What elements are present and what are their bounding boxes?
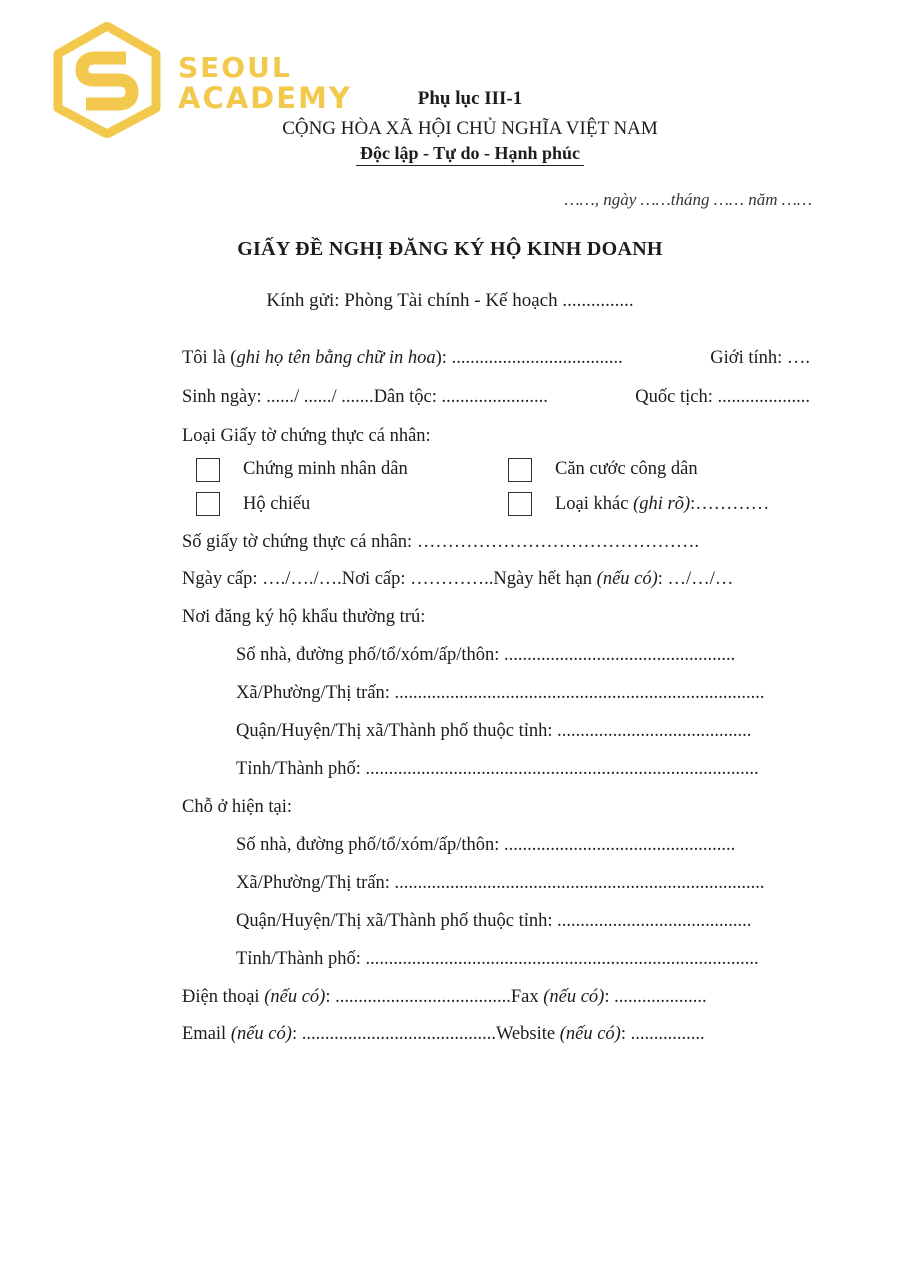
website-hint: (nếu có): [559, 1024, 621, 1044]
permanent-address-label: Nơi đăng ký hộ khẩu thường trú:: [182, 607, 426, 627]
recipient-line: Kính gửi: Phòng Tài chính - Kế hoạch ...............: [266, 290, 634, 311]
cccd-label: Căn cước công dân: [555, 459, 698, 479]
fax-field[interactable]: [511, 987, 707, 1007]
current-district-field[interactable]: Quận/Huyện/Thị xã/Thành phố thuộc tỉnh: ..........................................: [236, 911, 752, 931]
logo-text-line2: ACADEMY: [178, 81, 352, 115]
website-suffix: : ................: [620, 1024, 705, 1044]
current-province-field[interactable]: Tỉnh/Thành phố: .....................................................................................: [236, 949, 759, 969]
current-street-field[interactable]: Số nhà, đường phố/tổ/xóm/ấp/thôn: ..................................................: [236, 835, 736, 855]
permanent-district-field[interactable]: Quận/Huyện/Thị xã/Thành phố thuộc tỉnh: ..........................................: [236, 721, 752, 741]
republic-heading: CỘNG HÒA XÃ HỘI CHỦ NGHĨA VIỆT NAM: [282, 118, 658, 139]
birth-row: [182, 387, 810, 408]
other-id-label: [555, 494, 769, 515]
passport-checkbox[interactable]: [196, 492, 220, 516]
expiry-field[interactable]: [493, 569, 733, 589]
email-hint: (nếu có): [230, 1024, 292, 1044]
expiry-prefix: Ngày hết hạn: [493, 569, 597, 589]
cmnd-checkbox[interactable]: [196, 458, 220, 482]
issue-row: [182, 569, 810, 590]
national-motto: Độc lập - Tự do - Hạnh phúc: [356, 143, 584, 166]
email-field[interactable]: [182, 1024, 496, 1044]
document-title: GIẤY ĐỀ NGHỊ ĐĂNG KÝ HỘ KINH DOANH: [237, 238, 663, 260]
name-prefix: Tôi là (: [182, 348, 237, 368]
name-suffix: ): .....................................: [435, 348, 623, 368]
gender-field[interactable]: Giới tính: ….: [710, 348, 810, 368]
phone-field[interactable]: [182, 987, 511, 1007]
ethnicity-field[interactable]: Dân tộc: .......................: [373, 387, 548, 407]
dob-field[interactable]: Sinh ngày: ....../ ....../ .......: [182, 387, 374, 407]
fax-prefix: Fax: [510, 987, 544, 1007]
other-id-suffix: :…………: [690, 494, 770, 514]
id-type-label: Loại Giấy tờ chứng thực cá nhân:: [182, 426, 431, 446]
permanent-ward-field[interactable]: Xã/Phường/Thị trấn: ................................................................................: [236, 683, 765, 703]
current-ward-field[interactable]: Xã/Phường/Thị trấn: ................................................................................: [236, 873, 765, 893]
fax-suffix: : ....................: [604, 987, 707, 1007]
website-field[interactable]: [496, 1024, 705, 1044]
passport-label: Hộ chiếu: [243, 494, 311, 514]
other-id-prefix: Loại khác: [555, 494, 634, 514]
name-row: [182, 348, 810, 369]
name-hint: ghi họ tên bằng chữ in hoa: [236, 348, 436, 368]
email-prefix: Email: [182, 1024, 231, 1044]
appendix-label: Phụ lục III-1: [417, 88, 523, 109]
motto-container: [20, 143, 900, 164]
fax-hint: (nếu có): [543, 987, 605, 1007]
cccd-checkbox[interactable]: [508, 458, 532, 482]
phone-hint: (nếu có): [264, 987, 326, 1007]
permanent-province-field[interactable]: Tỉnh/Thành phố: .....................................................................................: [236, 759, 759, 779]
permanent-street-field[interactable]: Số nhà, đường phố/tổ/xóm/ấp/thôn: ..................................................: [236, 645, 736, 665]
issue-date-field[interactable]: Ngày cấp: …./…./….: [182, 569, 342, 589]
name-field[interactable]: [182, 348, 623, 369]
phone-suffix: : ......................................: [325, 987, 511, 1007]
other-id-hint: (ghi rõ): [633, 494, 691, 514]
current-address-label: Chỗ ở hiện tại:: [182, 797, 292, 817]
issue-place-field[interactable]: Nơi cấp: …………..: [341, 569, 494, 589]
cmnd-label: Chứng minh nhân dân: [243, 459, 408, 479]
expiry-suffix: : …/…/…: [657, 569, 734, 589]
date-line: ……, ngày ……tháng …… năm ……: [564, 190, 812, 209]
phone-fax-row: [182, 987, 810, 1008]
other-id-checkbox[interactable]: [508, 492, 532, 516]
id-number-field[interactable]: Số giấy tờ chứng thực cá nhân: ……………………………………….: [182, 532, 699, 552]
email-suffix: : ..........................................: [291, 1024, 496, 1044]
expiry-hint: (nếu có): [596, 569, 658, 589]
phone-prefix: Điện thoại: [182, 987, 265, 1007]
logo-text-line1: SEOUL: [178, 51, 292, 84]
email-website-row: [182, 1024, 810, 1045]
nationality-field[interactable]: Quốc tịch: ....................: [635, 387, 810, 407]
website-prefix: Website: [495, 1024, 560, 1044]
